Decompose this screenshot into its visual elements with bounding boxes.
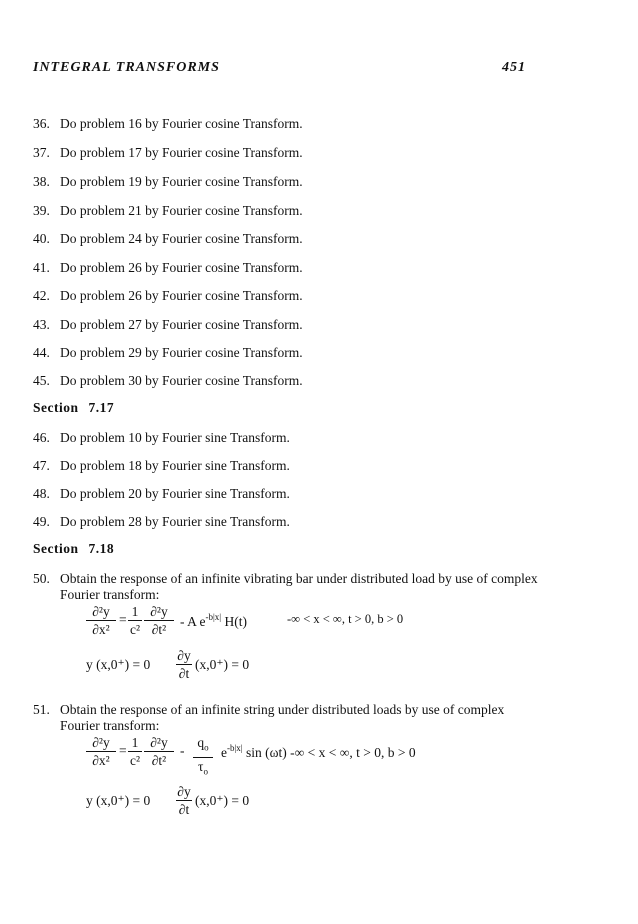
problem-number: 43. bbox=[33, 317, 50, 332]
problem-number: 47. bbox=[33, 458, 50, 473]
fraction-1-c2 bbox=[128, 604, 142, 637]
tau-subscript: o bbox=[203, 766, 208, 777]
problem-item bbox=[33, 430, 290, 446]
problem-number: 51. bbox=[33, 702, 50, 717]
fraction-dy-dt bbox=[176, 648, 192, 681]
load-coefficient: - A e bbox=[180, 614, 206, 629]
boundary-condition-2: (x,0⁺) = 0 bbox=[195, 793, 250, 808]
fraction-d2y-dx2 bbox=[86, 604, 116, 637]
denominator: c² bbox=[129, 622, 141, 637]
problem-item bbox=[33, 345, 303, 361]
problem-item bbox=[33, 486, 290, 502]
numerator: 1 bbox=[131, 735, 139, 750]
problem-text: Do problem 28 by Fourier sine Transform. bbox=[60, 514, 290, 529]
problem-item bbox=[33, 514, 290, 530]
problem-item bbox=[33, 174, 303, 190]
running-header-title: INTEGRAL TRANSFORMS bbox=[33, 60, 220, 75]
denominator: ∂x² bbox=[92, 622, 110, 637]
denominator: ∂t bbox=[178, 666, 190, 681]
problem-text: Do problem 29 by Fourier cosine Transform. bbox=[60, 345, 303, 360]
problem-text: Do problem 10 by Fourier sine Transform. bbox=[60, 430, 290, 445]
numerator: ∂²y bbox=[92, 604, 110, 619]
exponent: -b|x| bbox=[205, 612, 222, 622]
problem-number: 37. bbox=[33, 145, 50, 160]
problem-item bbox=[33, 260, 303, 276]
problem-text: Do problem 21 by Fourier cosine Transform. bbox=[60, 203, 303, 218]
minus-sign: - bbox=[180, 743, 185, 758]
problem-text: Do problem 19 by Fourier cosine Transform. bbox=[60, 174, 303, 189]
numerator: ∂²y bbox=[150, 735, 168, 750]
numerator: ∂²y bbox=[150, 604, 168, 619]
problem-number: 44. bbox=[33, 345, 50, 360]
problem-item bbox=[33, 373, 303, 389]
numerator bbox=[197, 735, 209, 753]
conditions: -∞ < x < ∞, t > 0, b > 0 bbox=[287, 612, 404, 626]
section-heading-7-18 bbox=[33, 541, 114, 557]
problem-number: 38. bbox=[33, 174, 50, 189]
denominator: c² bbox=[129, 753, 141, 768]
boundary-condition-1: y (x,0⁺) = 0 bbox=[86, 793, 151, 808]
denominator bbox=[198, 758, 208, 777]
denominator: ∂t bbox=[178, 802, 190, 817]
problem-item bbox=[33, 458, 290, 474]
numerator: ∂y bbox=[177, 648, 191, 663]
boundary-condition-1: y (x,0⁺) = 0 bbox=[86, 657, 151, 672]
problem-text: Do problem 20 by Fourier sine Transform. bbox=[60, 486, 290, 501]
problem-item bbox=[33, 317, 303, 333]
problem-number: 49. bbox=[33, 514, 50, 529]
problem-item bbox=[33, 203, 303, 219]
problem-item bbox=[33, 145, 303, 161]
problem-text: Do problem 17 by Fourier cosine Transform. bbox=[60, 145, 303, 160]
numerator: 1 bbox=[131, 604, 139, 619]
q-subscript: o bbox=[204, 742, 209, 753]
section-number: 7.18 bbox=[88, 541, 115, 556]
numerator: ∂y bbox=[177, 784, 191, 799]
problem-number: 46. bbox=[33, 430, 50, 445]
load-term bbox=[180, 612, 247, 630]
fraction-d2y-dt2 bbox=[144, 735, 174, 768]
problem-text: Do problem 30 by Fourier cosine Transform. bbox=[60, 373, 303, 388]
problem-50 bbox=[33, 571, 543, 603]
problem-number: 42. bbox=[33, 288, 50, 303]
boundary-condition-2: (x,0⁺) = 0 bbox=[195, 657, 250, 672]
numerator: ∂²y bbox=[92, 735, 110, 750]
problem-text: Obtain the response of an infinite vibrating bar under distributed load by use of complex Fourier transform: bbox=[60, 571, 538, 602]
denominator: ∂x² bbox=[92, 753, 110, 768]
denominator: ∂t² bbox=[151, 753, 167, 768]
section-number: 7.17 bbox=[88, 400, 115, 415]
problem-number: 41. bbox=[33, 260, 50, 275]
section-label: Section bbox=[33, 541, 79, 556]
fraction-d2y-dt2 bbox=[144, 604, 174, 637]
problem-text: Do problem 24 by Fourier cosine Transform. bbox=[60, 231, 303, 246]
problem-number: 40. bbox=[33, 231, 50, 246]
section-heading-7-17 bbox=[33, 400, 114, 416]
equals-sign: = bbox=[119, 743, 127, 758]
conditions: sin (ωt) -∞ < x < ∞, t > 0, b > 0 bbox=[242, 745, 416, 760]
tau-symbol: τ bbox=[198, 758, 204, 774]
problem-51 bbox=[33, 702, 543, 734]
problem-text: Do problem 18 by Fourier sine Transform. bbox=[60, 458, 290, 473]
problem-item bbox=[33, 116, 303, 132]
page-number: 451 bbox=[502, 60, 526, 75]
problem-text: Do problem 26 by Fourier cosine Transform. bbox=[60, 260, 303, 275]
problem-item bbox=[33, 288, 303, 304]
problem-text: Do problem 16 by Fourier cosine Transform. bbox=[60, 116, 303, 131]
q-symbol: q bbox=[197, 735, 205, 750]
problem-item bbox=[33, 231, 303, 247]
exponent: -b|x| bbox=[227, 743, 243, 753]
fraction-q-tau bbox=[193, 735, 213, 779]
fraction-1-c2 bbox=[128, 735, 142, 768]
problem-text: Do problem 26 by Fourier cosine Transform. bbox=[60, 288, 303, 303]
problem-number: 45. bbox=[33, 373, 50, 388]
problem-text: Obtain the response of an infinite string under distributed loads by use of complex Fourier transform: bbox=[60, 702, 505, 733]
problem-number: 50. bbox=[33, 571, 50, 586]
denominator: ∂t² bbox=[151, 622, 167, 637]
fraction-dy-dt bbox=[176, 784, 192, 817]
fraction-d2y-dx2 bbox=[86, 735, 116, 768]
problem-number: 39. bbox=[33, 203, 50, 218]
problem-number: 48. bbox=[33, 486, 50, 501]
section-label: Section bbox=[33, 400, 79, 415]
problem-text: Do problem 27 by Fourier cosine Transform. bbox=[60, 317, 303, 332]
exp-base: e bbox=[221, 745, 227, 760]
load-term bbox=[221, 743, 416, 761]
equals-sign: = bbox=[119, 612, 127, 627]
heaviside: H(t) bbox=[221, 614, 247, 629]
problem-number: 36. bbox=[33, 116, 50, 131]
